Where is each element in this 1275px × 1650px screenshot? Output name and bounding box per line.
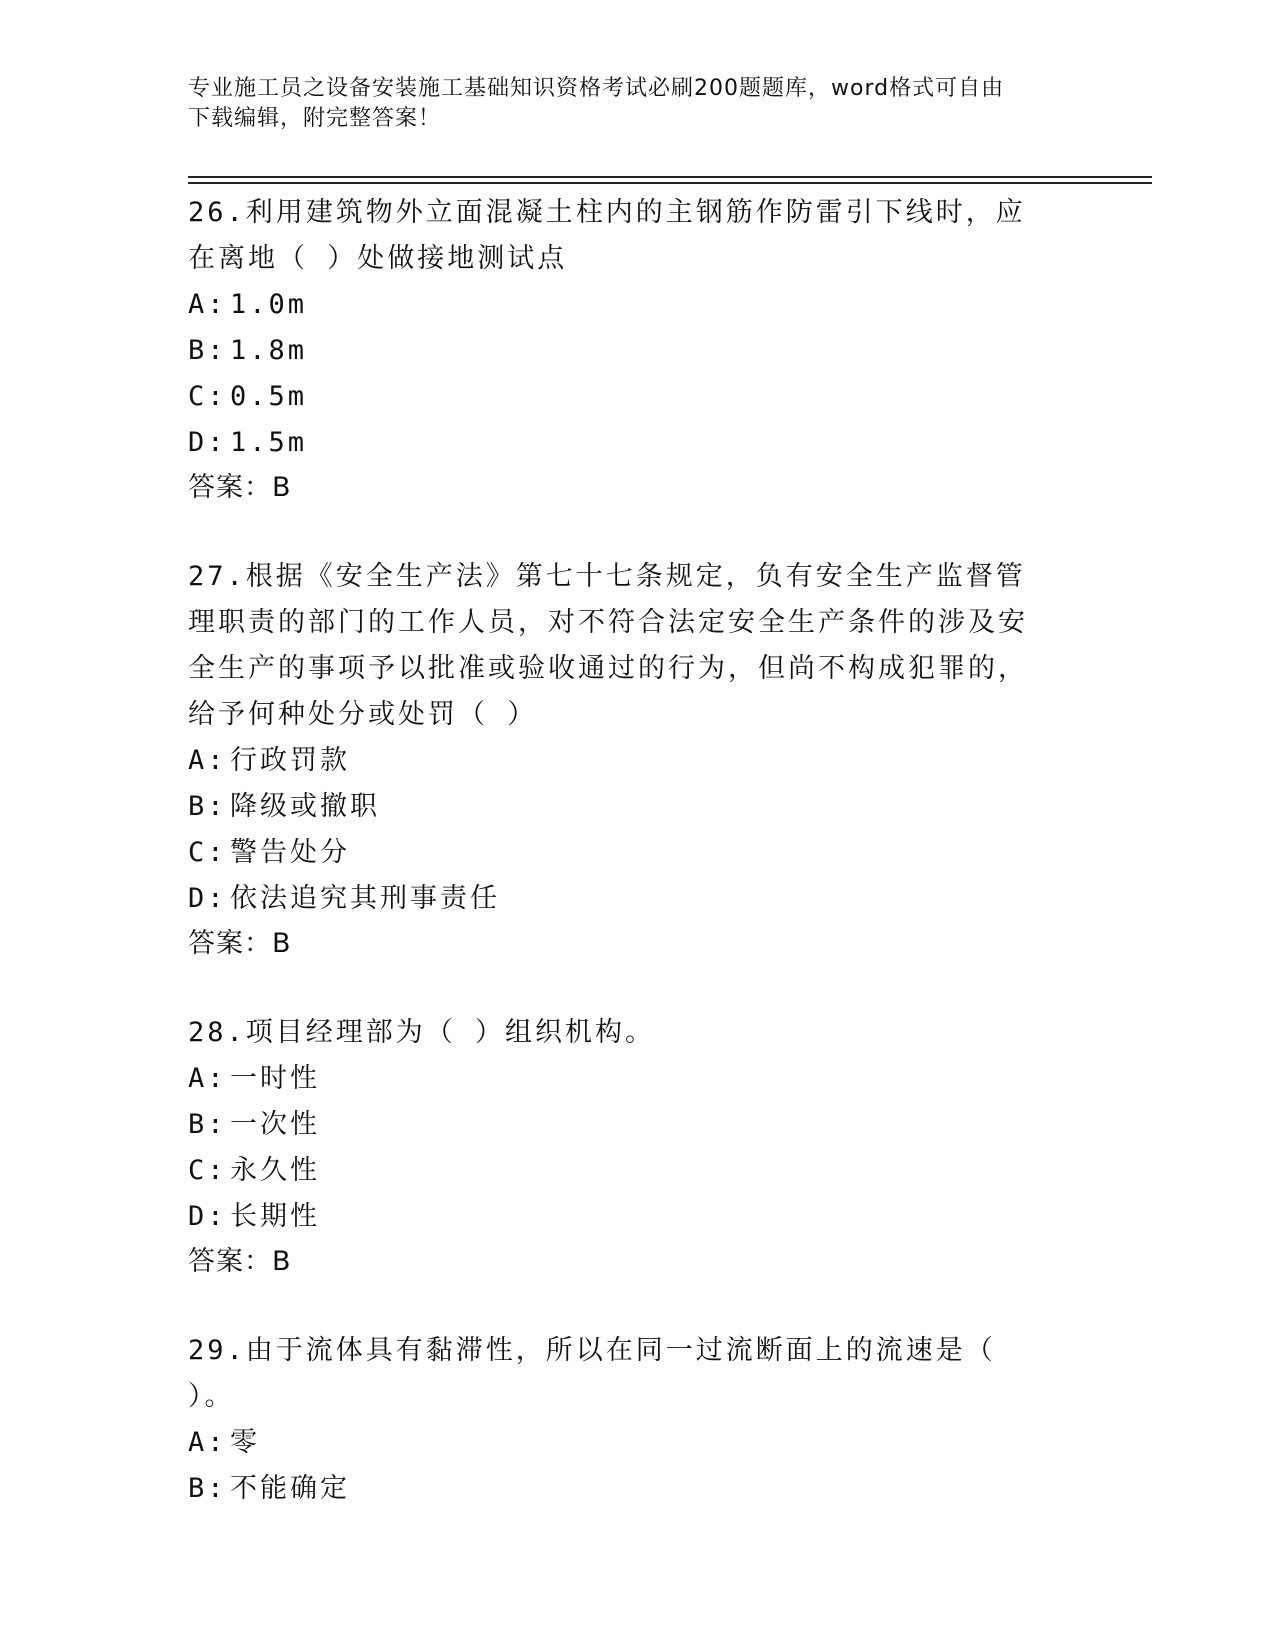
option-key: C: — [188, 381, 227, 412]
option-value: 1.5m — [230, 427, 308, 458]
option-c — [188, 1148, 1048, 1194]
option-key: A: — [188, 1427, 227, 1458]
header-line-2: 下载编辑，附完整答案！ — [188, 106, 442, 131]
option-key: B: — [188, 1473, 227, 1504]
option-d — [188, 420, 1048, 466]
option-value: 不能确定 — [230, 1473, 350, 1504]
header-divider-top — [188, 176, 1152, 178]
option-b — [188, 1102, 1048, 1148]
option-b — [188, 328, 1048, 374]
option-value: 1.8m — [230, 335, 308, 366]
header-divider-bottom — [188, 182, 1152, 184]
option-key: A: — [188, 1063, 227, 1094]
option-key: B: — [188, 791, 227, 822]
question-text: 29.由于流体具有黏滞性，所以在同一过流断面上的流速是（ ）。 — [188, 1335, 996, 1412]
option-d — [188, 876, 1048, 922]
option-c — [188, 374, 1048, 420]
option-key: C: — [188, 1155, 227, 1186]
answer: 答案：B — [188, 928, 292, 959]
option-value: 0.5m — [230, 381, 308, 412]
option-key: A: — [188, 289, 227, 320]
question-text: 27.根据《安全生产法》第七十七条规定，负有安全生产监督管理职责的部门的工作人员，对不符合法定安全生产条件的涉及安全生产的事项予以批准或验收通过的行为，但尚不构成犯罪的，给予何种处分或处罚（ ） — [188, 561, 1028, 730]
question-28 — [188, 1010, 1048, 1284]
question-27 — [188, 554, 1048, 966]
option-c — [188, 830, 1048, 876]
question-26 — [188, 190, 1048, 510]
option-a — [188, 282, 1048, 328]
option-value: 行政罚款 — [230, 745, 350, 776]
option-value: 永久性 — [230, 1155, 320, 1186]
answer: 答案：B — [188, 1246, 292, 1277]
option-value: 零 — [230, 1427, 260, 1458]
option-a — [188, 1056, 1048, 1102]
question-text: 28.项目经理部为（ ）组织机构。 — [188, 1017, 656, 1048]
option-key: B: — [188, 335, 227, 366]
option-value: 一时性 — [230, 1063, 320, 1094]
option-key: D: — [188, 1201, 227, 1232]
option-a — [188, 738, 1048, 784]
header-line-1: 专业施工员之设备安装施工基础知识资格考试必刷200题题库，word格式可自由 — [188, 76, 1005, 101]
option-key: B: — [188, 1109, 227, 1140]
question-text: 26.利用建筑物外立面混凝土柱内的主钢筋作防雷引下线时，应在离地（ ）处做接地测试点 — [188, 197, 1026, 274]
option-value: 降级或撤职 — [230, 791, 380, 822]
option-value: 一次性 — [230, 1109, 320, 1140]
option-value: 1.0m — [230, 289, 308, 320]
option-d — [188, 1194, 1048, 1240]
option-value: 警告处分 — [230, 837, 350, 868]
option-key: C: — [188, 837, 227, 868]
answer: 答案：B — [188, 472, 292, 503]
question-29 — [188, 1328, 1048, 1512]
option-key: A: — [188, 745, 227, 776]
option-b — [188, 1466, 1048, 1512]
option-key: D: — [188, 427, 227, 458]
option-value: 长期性 — [230, 1201, 320, 1232]
option-a — [188, 1420, 1048, 1466]
option-b — [188, 784, 1048, 830]
option-value: 依法追究其刑事责任 — [230, 883, 500, 914]
document-header — [188, 74, 1068, 134]
question-list — [188, 190, 1088, 1512]
option-key: D: — [188, 883, 227, 914]
